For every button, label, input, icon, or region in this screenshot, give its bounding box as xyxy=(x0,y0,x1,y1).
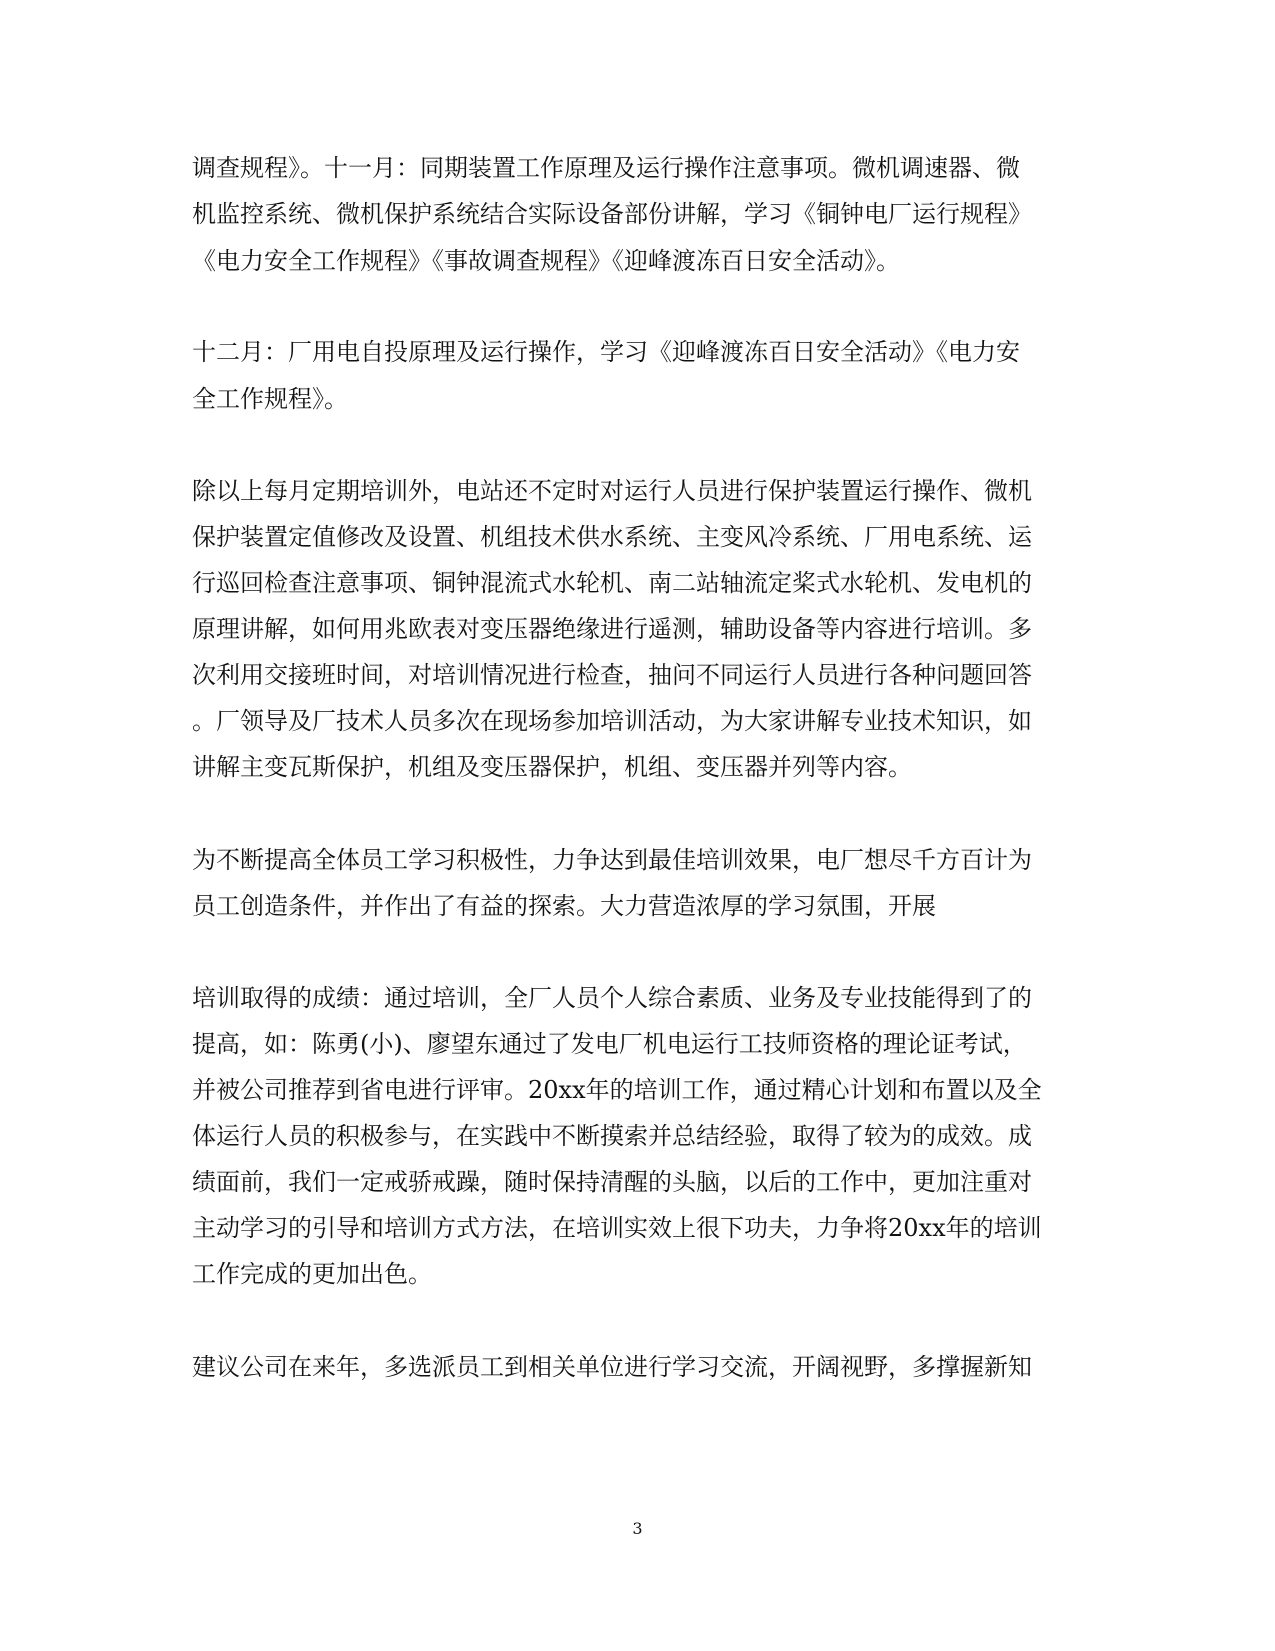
paragraph-5-line-7: 工作完成的更加出色。 xyxy=(192,1260,432,1288)
paragraph-3-line-2: 保护装置定值修改及设置、机组技术供水系统、主变风冷系统、厂用电系统、运 xyxy=(192,523,1032,551)
paragraph-5-line-4: 体运行人员的积极参与，在实践中不断摸索并总结经验，取得了较为的成效。成 xyxy=(192,1122,1032,1150)
paragraph-5-line-1: 培训取得的成绩：通过培训，全厂人员个人综合素质、业务及专业技能得到了的 xyxy=(192,984,1032,1012)
paragraph-5-line-3: 并被公司推荐到省电进行评审。20xx年的培训工作，通过精心计划和布置以及全 xyxy=(192,1076,1042,1104)
paragraph-1-line-2: 机监控系统、微机保护系统结合实际设备部份讲解，学习《铜钟电厂运行规程》 xyxy=(192,200,1032,228)
paragraph-5-line-2: 提高，如：陈勇(小)、廖望东通过了发电厂机电运行工技师资格的理论证考试， xyxy=(192,1030,1027,1058)
paragraph-3-line-6: 。厂领导及厂技术人员多次在现场参加培训活动，为大家讲解专业技术知识，如 xyxy=(192,707,1032,735)
page-number: 3 xyxy=(632,1519,643,1538)
paragraph-3-line-4: 原理讲解，如何用兆欧表对变压器绝缘进行遥测，辅助设备等内容进行培训。多 xyxy=(192,615,1032,643)
paragraph-2-line-1: 十二月：厂用电自投原理及运行操作，学习《迎峰渡冻百日安全活动》《电力安 xyxy=(192,338,1020,366)
paragraph-1-line-3: 《电力安全工作规程》《事故调查规程》《迎峰渡冻百日安全活动》。 xyxy=(192,247,900,275)
paragraph-2-line-2: 全工作规程》。 xyxy=(192,385,348,413)
paragraph-5-line-5: 绩面前，我们一定戒骄戒躁，随时保持清醒的头脑，以后的工作中，更加注重对 xyxy=(192,1168,1032,1196)
paragraph-3-line-7: 讲解主变瓦斯保护，机组及变压器保护，机组、变压器并列等内容。 xyxy=(192,753,912,781)
paragraph-4-line-2: 员工创造条件，并作出了有益的探索。大力营造浓厚的学习氛围，开展 xyxy=(192,892,936,920)
paragraph-6-line-1: 建议公司在来年，多选派员工到相关单位进行学习交流，开阔视野，多撑握新知 xyxy=(192,1353,1032,1381)
paragraph-3-line-1: 除以上每月定期培训外，电站还不定时对运行人员进行保护装置运行操作、微机 xyxy=(192,477,1032,505)
paragraph-3-line-5: 次利用交接班时间，对培训情况进行检查，抽问不同运行人员进行各种问题回答 xyxy=(192,661,1032,689)
paragraph-1-line-1: 调查规程》。十一月：同期装置工作原理及运行操作注意事项。微机调速器、微 xyxy=(192,154,1020,182)
paragraph-4-line-1: 为不断提高全体员工学习积极性，力争达到最佳培训效果，电厂想尽千方百计为 xyxy=(192,846,1032,874)
paragraph-5-line-6: 主动学习的引导和培训方式方法，在培训实效上很下功夫，力争将20xx年的培训 xyxy=(192,1214,1042,1242)
paragraph-3-line-3: 行巡回检查注意事项、铜钟混流式水轮机、南二站轴流定桨式水轮机、发电机的 xyxy=(192,569,1032,597)
